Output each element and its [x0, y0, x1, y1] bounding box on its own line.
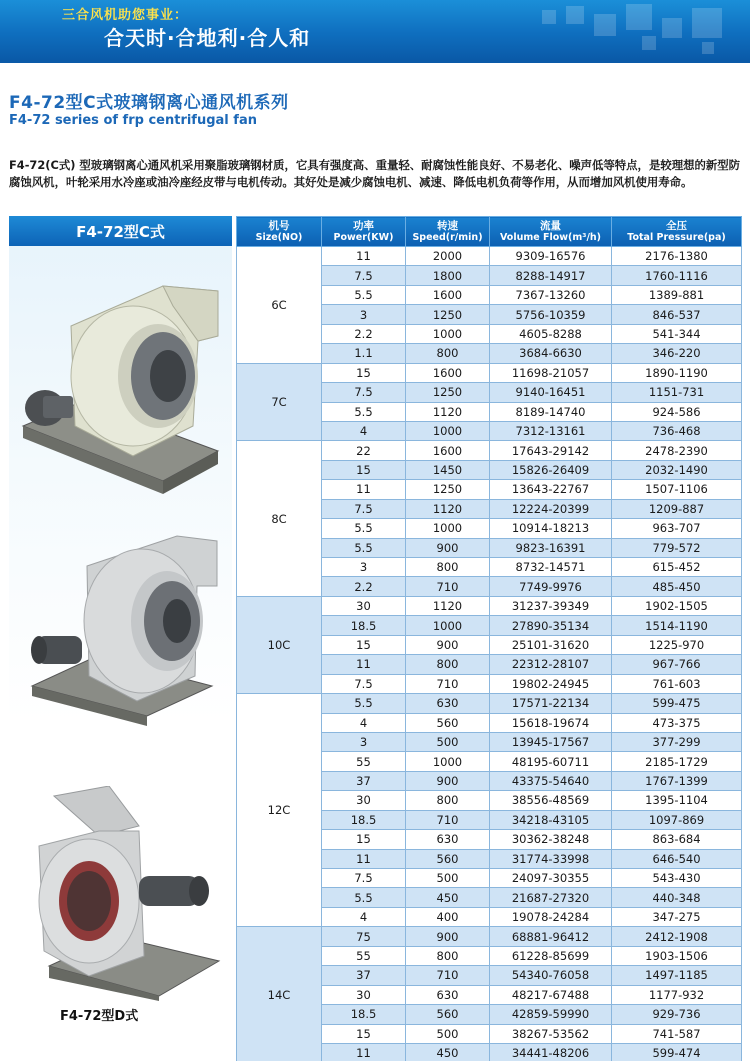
total-pressure-cell: 615-452 [612, 558, 742, 577]
power-cell: 30 [322, 596, 406, 615]
power-cell: 37 [322, 771, 406, 790]
volume-flow-cell: 12224-20399 [490, 499, 612, 518]
decorative-squares [542, 4, 732, 56]
page-title: F4-72型C式玻璃钢离心通风机系列 [9, 93, 289, 113]
total-pressure-cell: 377-299 [612, 732, 742, 751]
volume-flow-cell: 19078-24284 [490, 907, 612, 926]
speed-cell: 800 [406, 946, 490, 965]
speed-cell: 500 [406, 869, 490, 888]
power-cell: 15 [322, 635, 406, 654]
header-size: 机号 Size(NO) [237, 217, 322, 247]
speed-cell: 800 [406, 344, 490, 363]
speed-cell: 900 [406, 771, 490, 790]
total-pressure-cell: 1902-1505 [612, 596, 742, 615]
power-cell: 18.5 [322, 616, 406, 635]
total-pressure-cell: 846-537 [612, 305, 742, 324]
volume-flow-cell: 3684-6630 [490, 344, 612, 363]
fan-c-image-2 [17, 526, 227, 726]
table-row [237, 247, 742, 266]
speed-cell: 400 [406, 907, 490, 926]
power-cell: 18.5 [322, 810, 406, 829]
speed-cell: 800 [406, 791, 490, 810]
power-cell: 11 [322, 655, 406, 674]
speed-cell: 710 [406, 810, 490, 829]
table-row [237, 927, 742, 946]
total-pressure-cell: 485-450 [612, 577, 742, 596]
total-pressure-cell: 963-707 [612, 519, 742, 538]
speed-cell: 1250 [406, 480, 490, 499]
size-cell: 12C [237, 694, 322, 927]
total-pressure-cell: 346-220 [612, 344, 742, 363]
total-pressure-cell: 541-344 [612, 324, 742, 343]
speed-cell: 710 [406, 674, 490, 693]
size-cell: 14C [237, 927, 322, 1061]
total-pressure-cell: 2032-1490 [612, 460, 742, 479]
power-cell: 11 [322, 849, 406, 868]
volume-flow-cell: 25101-31620 [490, 635, 612, 654]
total-pressure-cell: 1177-932 [612, 985, 742, 1004]
total-pressure-cell: 1507-1106 [612, 480, 742, 499]
speed-cell: 1000 [406, 519, 490, 538]
volume-flow-cell: 34441-48206 [490, 1043, 612, 1061]
table-row [237, 596, 742, 615]
total-pressure-cell: 924-586 [612, 402, 742, 421]
total-pressure-cell: 646-540 [612, 849, 742, 868]
volume-flow-cell: 21687-27320 [490, 888, 612, 907]
volume-flow-cell: 9140-16451 [490, 383, 612, 402]
volume-flow-cell: 7749-9976 [490, 577, 612, 596]
power-cell: 22 [322, 441, 406, 460]
divider [0, 60, 750, 63]
power-cell: 1.1 [322, 344, 406, 363]
volume-flow-cell: 13643-22767 [490, 480, 612, 499]
volume-flow-cell: 31237-39349 [490, 596, 612, 615]
power-cell: 11 [322, 1043, 406, 1061]
total-pressure-cell: 473-375 [612, 713, 742, 732]
volume-flow-cell: 27890-35134 [490, 616, 612, 635]
speed-cell: 1000 [406, 752, 490, 771]
speed-cell: 1000 [406, 421, 490, 440]
power-cell: 3 [322, 305, 406, 324]
speed-cell: 900 [406, 927, 490, 946]
total-pressure-cell: 1097-869 [612, 810, 742, 829]
power-cell: 18.5 [322, 1005, 406, 1024]
volume-flow-cell: 7367-13260 [490, 285, 612, 304]
power-cell: 5.5 [322, 285, 406, 304]
power-cell: 15 [322, 363, 406, 382]
speed-cell: 710 [406, 966, 490, 985]
power-cell: 2.2 [322, 577, 406, 596]
power-cell: 30 [322, 791, 406, 810]
total-pressure-cell: 779-572 [612, 538, 742, 557]
power-cell: 7.5 [322, 674, 406, 693]
total-pressure-cell: 2185-1729 [612, 752, 742, 771]
power-cell: 11 [322, 247, 406, 266]
speed-cell: 1120 [406, 499, 490, 518]
total-pressure-cell: 1395-1104 [612, 791, 742, 810]
volume-flow-cell: 17571-22134 [490, 694, 612, 713]
total-pressure-cell: 741-587 [612, 1024, 742, 1043]
header-speed: 转速 Speed(r/min) [406, 217, 490, 247]
volume-flow-cell: 10914-18213 [490, 519, 612, 538]
power-cell: 5.5 [322, 519, 406, 538]
speed-cell: 710 [406, 577, 490, 596]
power-cell: 5.5 [322, 694, 406, 713]
speed-cell: 800 [406, 558, 490, 577]
volume-flow-cell: 19802-24945 [490, 674, 612, 693]
power-cell: 3 [322, 732, 406, 751]
total-pressure-cell: 1209-887 [612, 499, 742, 518]
speed-cell: 900 [406, 635, 490, 654]
speed-cell: 1600 [406, 285, 490, 304]
speed-cell: 560 [406, 713, 490, 732]
total-pressure-cell: 736-468 [612, 421, 742, 440]
power-cell: 30 [322, 985, 406, 1004]
speed-cell: 500 [406, 732, 490, 751]
power-cell: 75 [322, 927, 406, 946]
power-cell: 37 [322, 966, 406, 985]
total-pressure-cell: 1151-731 [612, 383, 742, 402]
speed-cell: 1600 [406, 441, 490, 460]
speed-cell: 2000 [406, 247, 490, 266]
volume-flow-cell: 68881-96412 [490, 927, 612, 946]
speed-cell: 1450 [406, 460, 490, 479]
total-pressure-cell: 1760-1116 [612, 266, 742, 285]
speed-cell: 450 [406, 1043, 490, 1061]
volume-flow-cell: 8189-14740 [490, 402, 612, 421]
total-pressure-cell: 599-474 [612, 1043, 742, 1061]
header-power: 功率 Power(KW) [322, 217, 406, 247]
total-pressure-cell: 1497-1185 [612, 966, 742, 985]
header-volume-flow: 流量 Volume Flow(m³/h) [490, 217, 612, 247]
speed-cell: 800 [406, 655, 490, 674]
volume-flow-cell: 22312-28107 [490, 655, 612, 674]
volume-flow-cell: 8288-14917 [490, 266, 612, 285]
volume-flow-cell: 38267-53562 [490, 1024, 612, 1043]
volume-flow-cell: 31774-33998 [490, 849, 612, 868]
total-pressure-cell: 863-684 [612, 830, 742, 849]
banner-tagline: 三合风机助您事业： [62, 8, 189, 23]
power-cell: 7.5 [322, 499, 406, 518]
total-pressure-cell: 761-603 [612, 674, 742, 693]
volume-flow-cell: 48195-60711 [490, 752, 612, 771]
speed-cell: 1000 [406, 616, 490, 635]
banner-slogan: 合天时·合地利·合人和 [104, 26, 311, 50]
total-pressure-cell: 2412-1908 [612, 927, 742, 946]
power-cell: 5.5 [322, 538, 406, 557]
speed-cell: 1250 [406, 383, 490, 402]
table-row [237, 441, 742, 460]
total-pressure-cell: 1225-970 [612, 635, 742, 654]
volume-flow-cell: 24097-30355 [490, 869, 612, 888]
volume-flow-cell: 15826-26409 [490, 460, 612, 479]
volume-flow-cell: 42859-59990 [490, 1005, 612, 1024]
power-cell: 2.2 [322, 324, 406, 343]
power-cell: 7.5 [322, 383, 406, 402]
total-pressure-cell: 1767-1399 [612, 771, 742, 790]
power-cell: 15 [322, 460, 406, 479]
speed-cell: 1120 [406, 596, 490, 615]
size-cell: 7C [237, 363, 322, 441]
speed-cell: 630 [406, 694, 490, 713]
speed-cell: 630 [406, 830, 490, 849]
fan-d-image [19, 786, 224, 1001]
header-total-pressure: 全压 Total Pressure(pa) [612, 217, 742, 247]
size-cell: 6C [237, 247, 322, 364]
power-cell: 11 [322, 480, 406, 499]
volume-flow-cell: 61228-85699 [490, 946, 612, 965]
volume-flow-cell: 7312-13161 [490, 421, 612, 440]
intro-paragraph: F4-72(C式) 型玻璃钢离心通风机采用聚脂玻璃钢材质，它具有强度高、重量轻、耐腐蚀性能良好、不易老化、噪声低等特点，是较理想的新型防腐蚀风机，叶轮采用水冷座或油冷座经皮带与电机传动。其好处是减少腐蚀电机、减速、降低电机负荷等作用，从而增加风机使用寿命。 [9, 158, 741, 189]
total-pressure-cell: 2176-1380 [612, 247, 742, 266]
volume-flow-cell: 4605-8288 [490, 324, 612, 343]
volume-flow-cell: 43375-54640 [490, 771, 612, 790]
total-pressure-cell: 347-275 [612, 907, 742, 926]
total-pressure-cell: 967-766 [612, 655, 742, 674]
total-pressure-cell: 2478-2390 [612, 441, 742, 460]
volume-flow-cell: 11698-21057 [490, 363, 612, 382]
power-cell: 5.5 [322, 888, 406, 907]
power-cell: 15 [322, 830, 406, 849]
power-cell: 7.5 [322, 869, 406, 888]
product-image-panel [9, 216, 232, 1059]
power-cell: 5.5 [322, 402, 406, 421]
volume-flow-cell: 13945-17567 [490, 732, 612, 751]
table-row [237, 694, 742, 713]
speed-cell: 450 [406, 888, 490, 907]
speed-cell: 560 [406, 1005, 490, 1024]
total-pressure-cell: 929-736 [612, 1005, 742, 1024]
total-pressure-cell: 543-430 [612, 869, 742, 888]
volume-flow-cell: 9309-16576 [490, 247, 612, 266]
power-cell: 4 [322, 907, 406, 926]
speed-cell: 500 [406, 1024, 490, 1043]
speed-cell: 560 [406, 849, 490, 868]
total-pressure-cell: 1389-881 [612, 285, 742, 304]
table-row [237, 363, 742, 382]
volume-flow-cell: 15618-19674 [490, 713, 612, 732]
page-subtitle: F4-72 series of frp centrifugal fan [9, 113, 257, 128]
power-cell: 55 [322, 946, 406, 965]
power-cell: 3 [322, 558, 406, 577]
volume-flow-cell: 38556-48569 [490, 791, 612, 810]
volume-flow-cell: 17643-29142 [490, 441, 612, 460]
volume-flow-cell: 9823-16391 [490, 538, 612, 557]
total-pressure-cell: 1903-1506 [612, 946, 742, 965]
size-cell: 10C [237, 596, 322, 693]
power-cell: 55 [322, 752, 406, 771]
fan-c-image-1 [13, 266, 228, 496]
speed-cell: 1120 [406, 402, 490, 421]
power-cell: 15 [322, 1024, 406, 1043]
total-pressure-cell: 599-475 [612, 694, 742, 713]
power-cell: 4 [322, 713, 406, 732]
spec-table [236, 216, 742, 1061]
header-banner [0, 0, 750, 60]
speed-cell: 1250 [406, 305, 490, 324]
speed-cell: 1600 [406, 363, 490, 382]
total-pressure-cell: 440-348 [612, 888, 742, 907]
volume-flow-cell: 48217-67488 [490, 985, 612, 1004]
speed-cell: 900 [406, 538, 490, 557]
table-header-row [237, 217, 742, 247]
panel-title: F4-72型C式 [9, 216, 232, 246]
volume-flow-cell: 30362-38248 [490, 830, 612, 849]
fan-d-caption: F4-72型D式 [60, 1009, 139, 1024]
total-pressure-cell: 1514-1190 [612, 616, 742, 635]
speed-cell: 630 [406, 985, 490, 1004]
volume-flow-cell: 8732-14571 [490, 558, 612, 577]
total-pressure-cell: 1890-1190 [612, 363, 742, 382]
volume-flow-cell: 34218-43105 [490, 810, 612, 829]
volume-flow-cell: 54340-76058 [490, 966, 612, 985]
speed-cell: 1000 [406, 324, 490, 343]
power-cell: 4 [322, 421, 406, 440]
size-cell: 8C [237, 441, 322, 597]
power-cell: 7.5 [322, 266, 406, 285]
volume-flow-cell: 5756-10359 [490, 305, 612, 324]
speed-cell: 1800 [406, 266, 490, 285]
